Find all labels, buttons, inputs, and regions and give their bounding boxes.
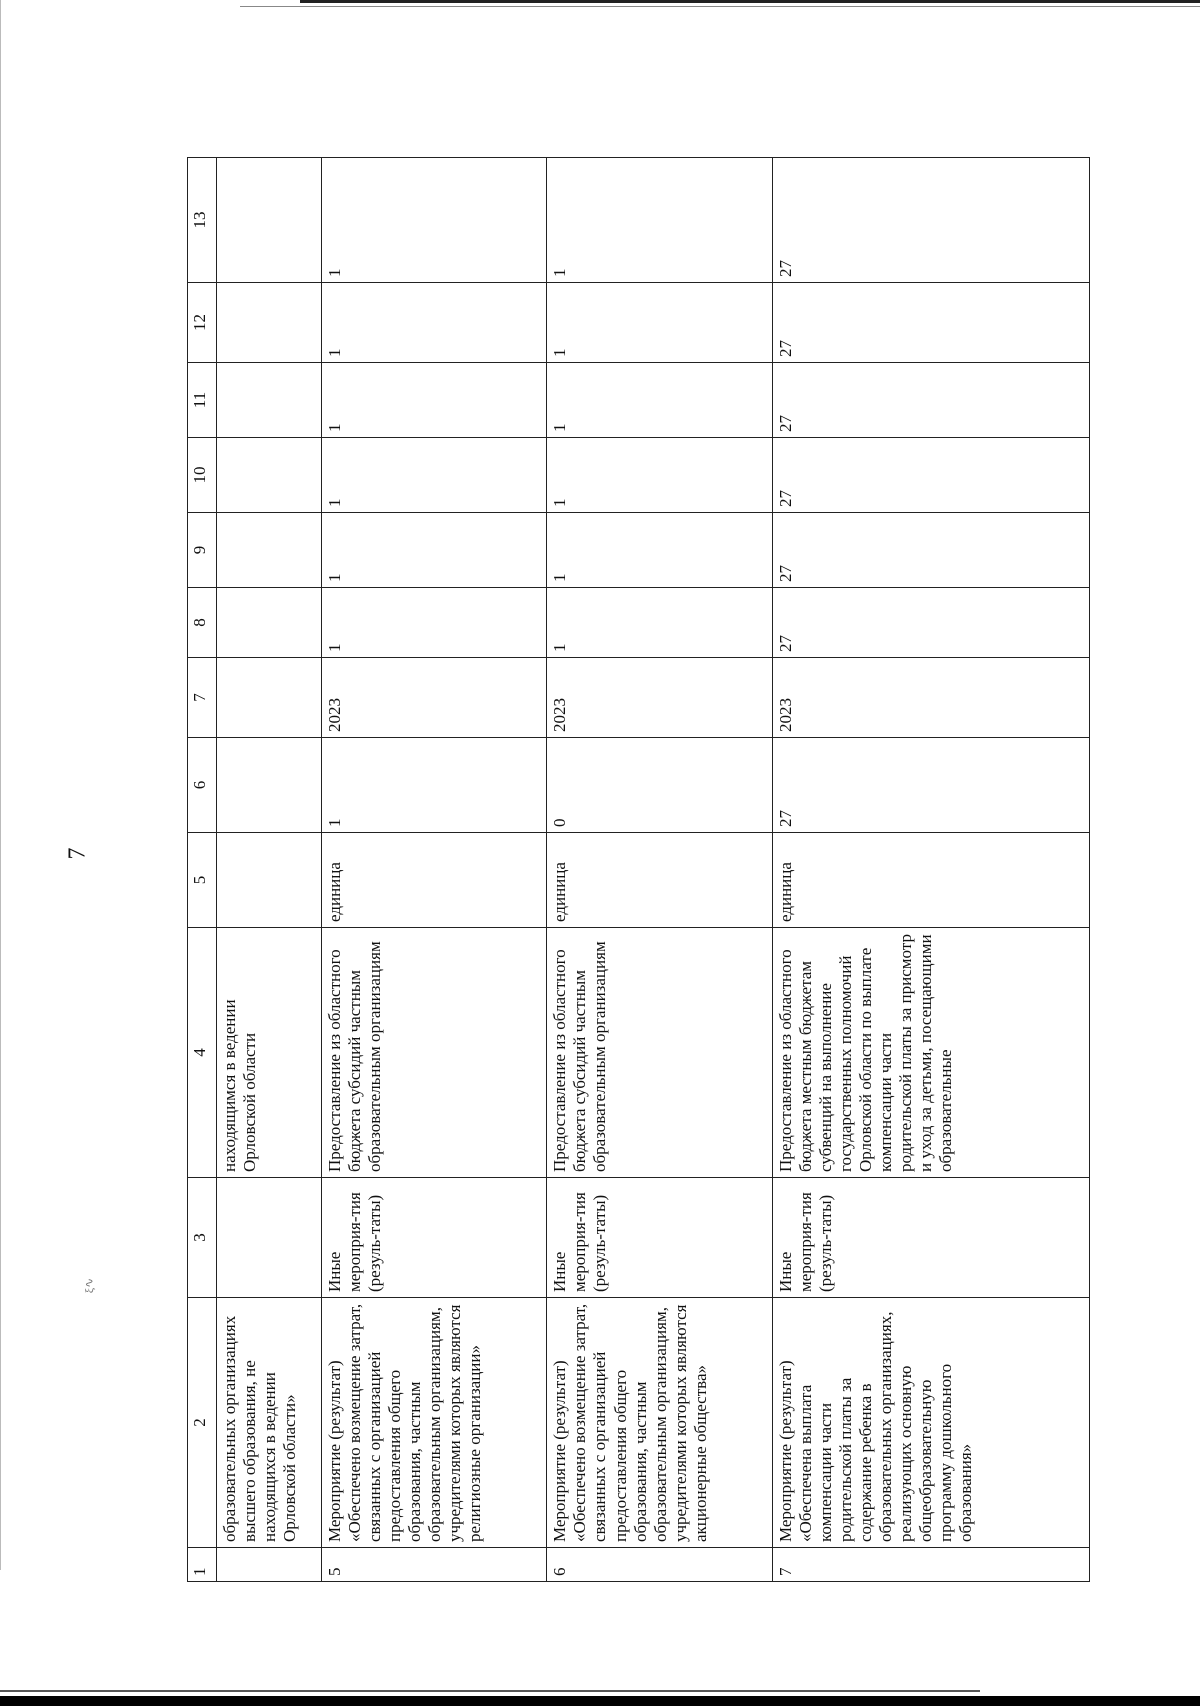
column-header: 9 (188, 513, 217, 588)
stray-mark: ξ∿ (82, 1277, 97, 1294)
column-header: 8 (188, 588, 217, 658)
table-row (217, 158, 322, 1582)
table-row (547, 158, 772, 1582)
column-header: 4 (188, 928, 217, 1178)
cell-value (217, 438, 322, 513)
cell-base-year: 2023 (772, 658, 1089, 738)
cell-value (217, 363, 322, 438)
cell-base-year (217, 658, 322, 738)
cell-base-year: 2023 (322, 658, 547, 738)
cell-characteristic: Предоставление из областного бюджета субсидий частным образовательным организациям (322, 928, 547, 1178)
cell-value: 1 (322, 513, 547, 588)
cell-result-name: Мероприятие (результат) «Обеспечено возмещение затрат, связанных с организацией предоставления общего образования, частным образовательным организациям, учредителями которых являются религиозные организации» (322, 1298, 547, 1548)
page-number: 7 (64, 847, 91, 860)
cell-value: 27 (772, 438, 1089, 513)
table-row (772, 158, 1089, 1582)
cell-value: 1 (547, 363, 772, 438)
cell-value: 1 (322, 283, 547, 363)
cell-value: 1 (322, 438, 547, 513)
cell-base-value: 27 (772, 738, 1089, 833)
cell-type (217, 1178, 322, 1298)
cell-characteristic: Предоставление из областного бюджета местным бюджетам субвенций на выполнение государственных полномочий Орловской области по выплате компенсации части родительской платы за присмотр и уход за детьми, посещающими образовательные (772, 928, 1089, 1178)
cell-result-name: Мероприятие (результат) «Обеспечено возмещение затрат, связанных с организацией предоставления общего образования, частным образовательным организациям, учредителями которых являются акционерные общества» (547, 1298, 772, 1548)
column-header: 2 (188, 1298, 217, 1548)
column-header: 6 (188, 738, 217, 833)
table-header-row (188, 158, 217, 1582)
cell-value: 1 (322, 588, 547, 658)
scan-edge-top (300, 0, 1200, 3)
column-header: 11 (188, 363, 217, 438)
column-header: 7 (188, 658, 217, 738)
table-row (322, 158, 547, 1582)
cell-type: Иные мероприя-тия (резуль-таты) (772, 1178, 1089, 1298)
cell-characteristic: находящимся в ведении Орловской области (217, 928, 322, 1178)
cell-value: 27 (772, 588, 1089, 658)
cell-value: 27 (772, 363, 1089, 438)
cell-value (217, 158, 322, 283)
cell-value: 1 (322, 363, 547, 438)
cell-value (217, 588, 322, 658)
cell-value: 1 (547, 158, 772, 283)
cell-unit: единица (772, 833, 1089, 928)
cell-base-value (217, 738, 322, 833)
cell-unit: единица (322, 833, 547, 928)
cell-value: 1 (547, 513, 772, 588)
cell-value: 1 (547, 438, 772, 513)
results-table (187, 157, 1090, 1582)
scan-edge-left (0, 0, 1, 1570)
cell-result-name: образовательных организациях высшего образования, не находящихся в ведении Орловской области» (217, 1298, 322, 1548)
column-header: 13 (188, 158, 217, 283)
cell-value: 1 (547, 283, 772, 363)
cell-value: 1 (547, 588, 772, 658)
cell-type: Иные мероприя-тия (резуль-таты) (547, 1178, 772, 1298)
cell-number: 6 (547, 1548, 772, 1582)
column-header: 5 (188, 833, 217, 928)
cell-number: 5 (322, 1548, 547, 1582)
cell-characteristic: Предоставление из областного бюджета субсидий частным образовательным организациям (547, 928, 772, 1178)
scan-edge-bottom-thin (0, 1690, 980, 1692)
cell-base-value: 1 (322, 738, 547, 833)
scan-edge-bottom (0, 1696, 1200, 1706)
cell-base-year: 2023 (547, 658, 772, 738)
cell-value (217, 283, 322, 363)
cell-value: 27 (772, 283, 1089, 363)
rotated-table-container (187, 157, 1090, 1582)
cell-type: Иные мероприя-тия (резуль-таты) (322, 1178, 547, 1298)
cell-number: 7 (772, 1548, 1089, 1582)
cell-unit (217, 833, 322, 928)
cell-result-name: Мероприятие (результат) «Обеспечена выплата компенсации части родительской платы за содержание ребенка в образовательных организациях, реализующих основную общеобразовательную программу дошкольного образования» (772, 1298, 1089, 1548)
column-header: 1 (188, 1548, 217, 1582)
cell-number (217, 1548, 322, 1582)
column-header: 12 (188, 283, 217, 363)
column-header: 10 (188, 438, 217, 513)
cell-value: 27 (772, 513, 1089, 588)
cell-value: 27 (772, 158, 1089, 283)
cell-value (217, 513, 322, 588)
cell-value: 1 (322, 158, 547, 283)
column-header: 3 (188, 1178, 217, 1298)
scan-edge-top-thin (240, 6, 1200, 7)
cell-unit: единица (547, 833, 772, 928)
cell-base-value: 0 (547, 738, 772, 833)
